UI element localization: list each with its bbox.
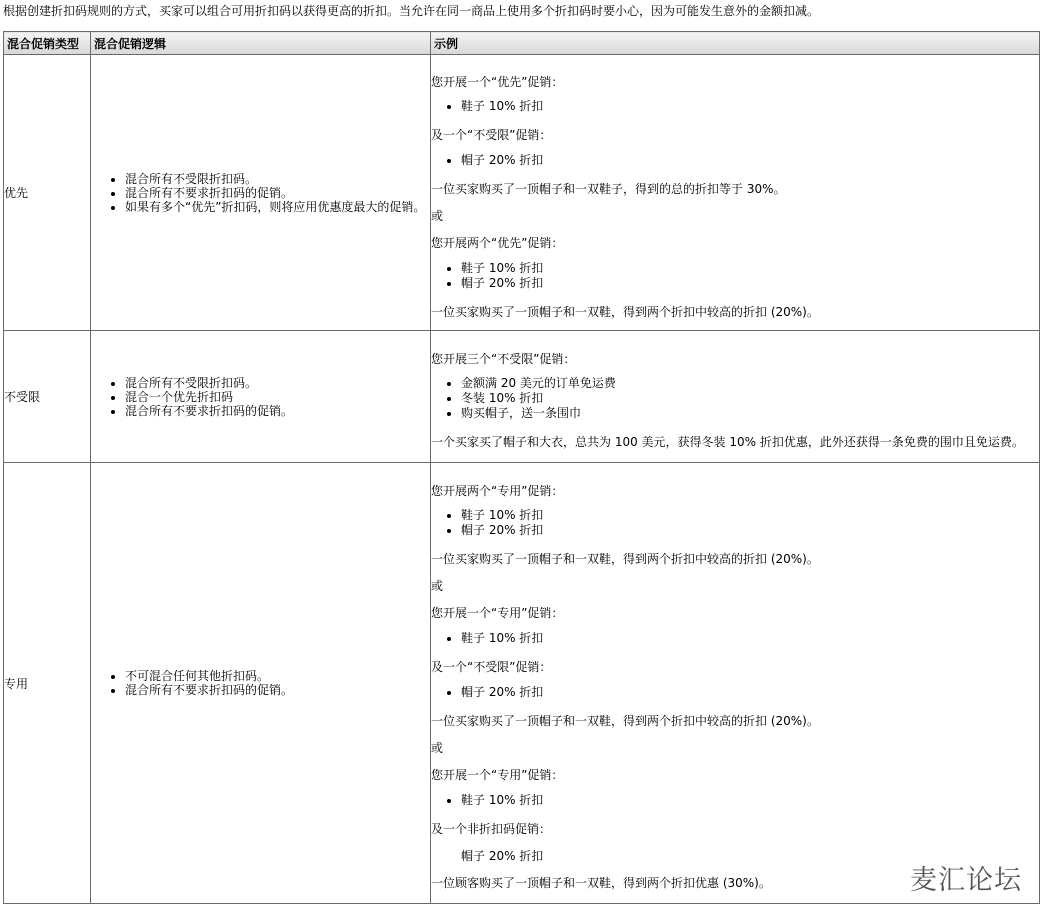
table-header-row [4, 32, 1040, 55]
example-list [431, 372, 1039, 429]
table-row-unrestricted [4, 331, 1040, 463]
example-list [431, 257, 1039, 299]
logic-cell [91, 463, 431, 904]
example-or: 或 [431, 208, 444, 223]
example-text: 一个买家买了帽子和大衣，总共为 100 美元，获得冬装 10% 折扣优惠，此外还获得一条免费的围巾且免运费。 [431, 435, 1024, 449]
example-text: 及一个“不受限”促销： [431, 660, 552, 674]
logic-item: • 混合所有不要求折扣码的促销。 [125, 404, 430, 418]
header-type: 混合促销类型 [4, 32, 91, 55]
example-item: • 鞋子 10% 折扣 [461, 793, 1039, 808]
logic-item: • 如果有多个“优先”折扣码，则将应用优惠度最大的促销。 [125, 200, 430, 214]
header-example: 示例 [431, 32, 1040, 55]
logic-list [91, 172, 430, 214]
example-cell [431, 55, 1040, 331]
example-text: 您开展一个“专用”促销： [431, 606, 564, 620]
logic-item: • 混合所有不受限折扣码。 [125, 172, 430, 186]
promotion-combination-table [3, 31, 1040, 904]
logic-item: • 不可混合任何其他折扣码。 [125, 669, 430, 683]
example-text: 一位买家购买了一顶帽子和一双鞋，得到两个折扣中较高的折扣 (20%)。 [431, 552, 819, 566]
example-item: • 冬装 10% 折扣 [461, 391, 1039, 406]
logic-list [91, 376, 430, 418]
logic-cell [91, 55, 431, 331]
example-list [431, 504, 1039, 546]
example-text: 一位买家购买了一顶帽子和一双鞋，得到两个折扣中较高的折扣 (20%)。 [431, 304, 819, 319]
example-item: • 鞋子 10% 折扣 [461, 631, 1039, 646]
example-text: 及一个非折扣码促销： [431, 822, 552, 836]
example-item: • 鞋子 10% 折扣 [461, 508, 1039, 523]
example-text: 一位买家购买了一顶帽子和一双鞋子，得到的总的折扣等于 30%。 [431, 181, 786, 196]
example-item: • 帽子 20% 折扣 [461, 523, 1039, 538]
intro-text: 根据创建折扣码规则的方式，买家可以组合可用折扣码以获得更高的折扣。当允许在同一商品上使用多个折扣码时要小心，因为可能发生意外的金额扣减。 [3, 4, 820, 18]
example-or: 或 [431, 579, 444, 593]
example-text: 您开展两个“优先”促销： [431, 235, 564, 250]
logic-cell [91, 331, 431, 463]
example-item: • 金额满 20 美元的订单免运费 [461, 376, 1039, 391]
table-row-exclusive [4, 463, 1040, 904]
example-plain-item: 帽子 20% 折扣 [461, 849, 544, 863]
example-item: • 鞋子 10% 折扣 [461, 99, 1039, 114]
logic-item: • 混合一个优先折扣码 [125, 390, 430, 404]
type-cell: 优先 [4, 55, 91, 331]
example-cell [431, 463, 1040, 904]
example-list [431, 681, 1039, 708]
example-or: 或 [431, 741, 444, 755]
example-text: 您开展三个“不受限”促销： [431, 352, 576, 366]
example-item: • 帽子 20% 折扣 [461, 685, 1039, 700]
example-text: 及一个“不受限”促销： [431, 127, 552, 142]
example-list [431, 95, 1039, 122]
logic-item: • 混合所有不要求折扣码的促销。 [125, 683, 430, 697]
header-logic: 混合促销逻辑 [91, 32, 431, 55]
type-cell: 专用 [4, 463, 91, 904]
logic-item: • 混合所有不要求折扣码的促销。 [125, 186, 430, 200]
example-text: 一位买家购买了一顶帽子和一双鞋，得到两个折扣中较高的折扣 (20%)。 [431, 714, 819, 728]
example-text: 一位顾客购买了一顶帽子和一双鞋，得到两个折扣优惠 (30%)。 [431, 876, 771, 890]
example-item: • 鞋子 10% 折扣 [461, 261, 1039, 276]
logic-list [91, 669, 430, 697]
logic-item: • 混合所有不受限折扣码。 [125, 376, 430, 390]
example-cell [431, 331, 1040, 463]
forum-watermark: 麦汇论坛 [906, 858, 1026, 897]
example-text: 您开展两个“专用”促销： [431, 484, 564, 498]
table-row-priority [4, 55, 1040, 331]
example-list [431, 627, 1039, 654]
example-list [431, 789, 1039, 816]
example-text: 您开展一个“优先”促销： [431, 74, 564, 89]
example-text: 您开展一个“专用”促销： [431, 768, 564, 782]
type-cell: 不受限 [4, 331, 91, 463]
example-item: • 帽子 20% 折扣 [461, 153, 1039, 168]
example-item: • 帽子 20% 折扣 [461, 276, 1039, 291]
example-item: • 购买帽子，送一条围巾 [461, 406, 1039, 421]
example-list [431, 149, 1039, 176]
